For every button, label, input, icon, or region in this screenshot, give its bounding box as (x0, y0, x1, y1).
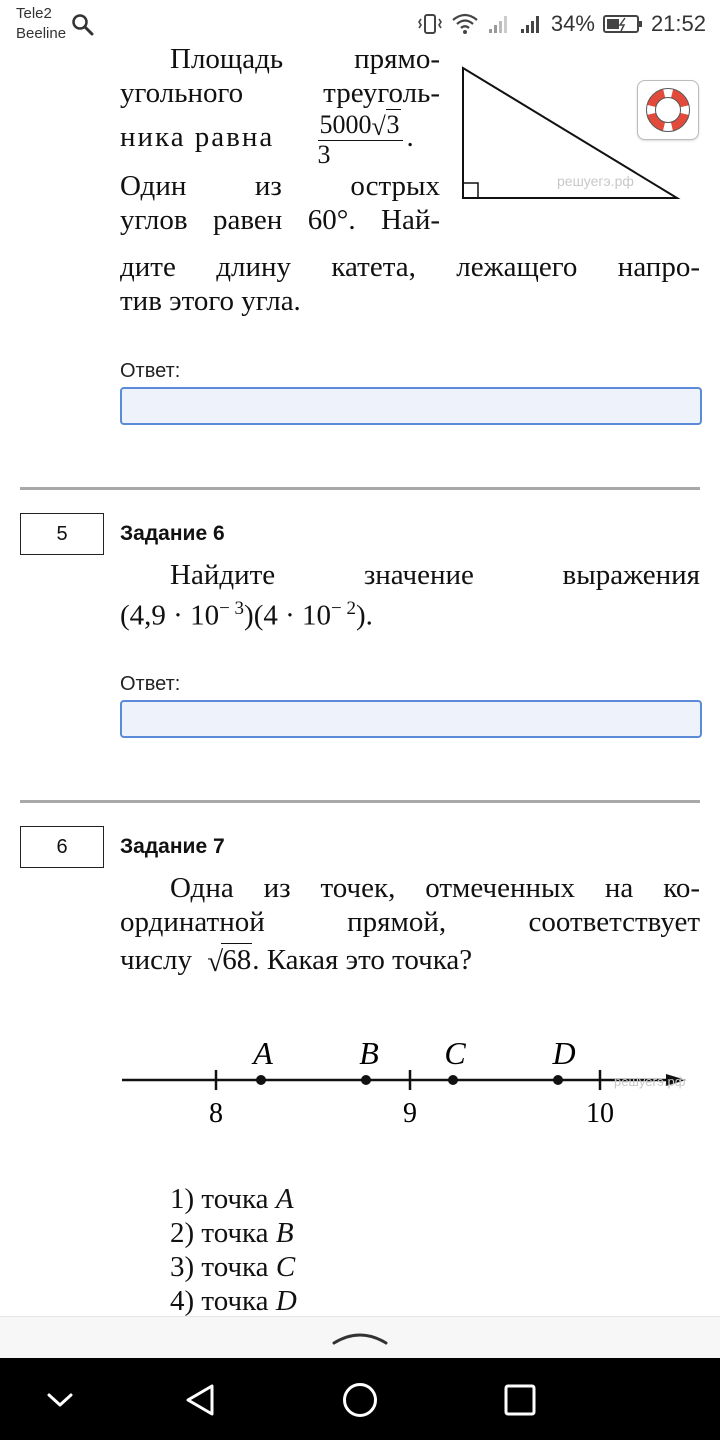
nav-back-button[interactable] (178, 1378, 222, 1422)
point-c (448, 1075, 458, 1085)
option-3-letter: C (275, 1251, 296, 1283)
option-1-letter: A (275, 1183, 294, 1215)
system-nav-bar (0, 1358, 720, 1440)
task4-text-tail (120, 250, 700, 318)
task6-title: Задание 6 (120, 522, 225, 545)
option-3-text: 3) точка (170, 1251, 276, 1283)
tick-label-9: 9 (403, 1098, 417, 1129)
sqrt-symbol: √ 3 (371, 110, 400, 141)
task7-title: Задание 7 (120, 835, 225, 858)
task4-line-1: Площадь прямо- (170, 48, 440, 75)
point-a (256, 1075, 266, 1085)
expr-part-a: (4,9 · 10 (120, 599, 220, 632)
option-1[interactable] (170, 1182, 297, 1216)
area-fraction (318, 110, 403, 169)
nav-home-button[interactable] (338, 1378, 382, 1422)
option-2[interactable] (170, 1216, 297, 1250)
option-2-text: 2) точка (170, 1217, 276, 1249)
option-3[interactable] (170, 1250, 297, 1284)
clock: 21:52 (650, 11, 706, 36)
tick-label-10: 10 (586, 1098, 614, 1129)
point-b (361, 1075, 371, 1085)
sqrt-radicand-68: 68 (222, 944, 252, 976)
point-label-a: A (253, 1035, 273, 1071)
carrier-names (16, 4, 66, 44)
task4-line-7: тив этого угла. (120, 285, 301, 317)
chevron-down-icon (45, 1390, 75, 1410)
status-bar (0, 0, 720, 48)
point-label-b: B (359, 1035, 379, 1071)
task6-expression (120, 592, 700, 633)
task4-line-3 (120, 110, 440, 169)
task4-text (120, 48, 440, 237)
task-list[interactable] (0, 48, 720, 1316)
option-2-letter: B (275, 1217, 294, 1249)
vibrate-icon (417, 13, 443, 35)
task6-number-box: 5 (20, 513, 104, 555)
tick-label-8: 8 (209, 1098, 223, 1129)
task6-text (120, 558, 700, 633)
option-4-letter: D (275, 1285, 297, 1316)
task7-line-3-a: числу (120, 944, 192, 976)
fraction-denominator: 3 (317, 140, 331, 169)
battery-icon (603, 13, 643, 35)
task7-line-2: ординатной прямой, соответствует (120, 906, 700, 938)
chevron-up-icon[interactable] (330, 1331, 390, 1347)
nav-hide-button[interactable] (38, 1378, 82, 1422)
task6-line-1: Найдите значение выражения (170, 559, 700, 591)
task7-number-box: 6 (20, 826, 104, 868)
point-label-c: C (444, 1035, 466, 1071)
number-line-figure (118, 1028, 698, 1138)
point-d (553, 1075, 563, 1085)
nav-recents-button[interactable] (498, 1378, 542, 1422)
fraction-radicand: 3 (386, 110, 400, 139)
option-1-text: 1) точка (170, 1183, 276, 1215)
task7-line-3 (120, 939, 700, 977)
triangle-watermark: решуегэ.рф (557, 173, 634, 189)
task4-line-2: угольного треуголь- (120, 77, 440, 109)
option-4[interactable] (170, 1284, 297, 1316)
fraction-period: . (406, 121, 414, 154)
expr-part-b: )(4 · 10 (244, 599, 332, 632)
task6-answer-label: Ответ: (120, 673, 181, 695)
exp-a: − 3 (219, 598, 245, 619)
option-4-text: 4) точка (170, 1285, 276, 1316)
battery-percent: 34% (550, 11, 595, 36)
collapse-bar[interactable] (0, 1316, 720, 1359)
task4-line-6: дите длину катета, лежащего напро- (120, 251, 700, 283)
lifebuoy-icon (646, 88, 690, 132)
point-label-d: D (552, 1035, 576, 1071)
task7-line-3-b: . Какая это точка? (252, 944, 473, 976)
task7-line-1: Одна из точек, отмеченных на ко- (170, 872, 700, 904)
recents-icon (503, 1383, 537, 1417)
home-icon (341, 1381, 379, 1419)
task4-line-4: Один из острых (120, 170, 440, 202)
number-line-watermark: решуегэ.рф (614, 1074, 686, 1089)
task4-line-5: углов равен 60°. Най- (120, 204, 440, 236)
task4-answer-input[interactable] (120, 387, 702, 425)
task7-options (170, 1182, 297, 1316)
wifi-icon (451, 13, 479, 35)
task4-answer-label: Ответ: (120, 360, 181, 382)
expr-part-c: ). (356, 599, 373, 632)
fraction-numerator (318, 110, 403, 141)
task4-line-3-text: ника равна (120, 121, 275, 154)
signal-icon-1 (487, 13, 511, 35)
task6-answer-input[interactable] (120, 700, 702, 738)
help-button[interactable] (637, 80, 699, 140)
carrier-2: Beeline (16, 25, 67, 42)
fraction-num-value: 5000 (319, 110, 372, 139)
task7-text (120, 871, 700, 977)
exp-b: − 2 (331, 598, 356, 619)
divider-1 (20, 487, 700, 490)
signal-icon-2 (519, 13, 543, 35)
back-icon (182, 1382, 218, 1418)
search-icon[interactable] (70, 12, 94, 36)
carrier-1: Tele2 (16, 5, 52, 22)
divider-2 (20, 800, 700, 803)
sqrt-symbol-68: √ 68 (207, 944, 252, 978)
